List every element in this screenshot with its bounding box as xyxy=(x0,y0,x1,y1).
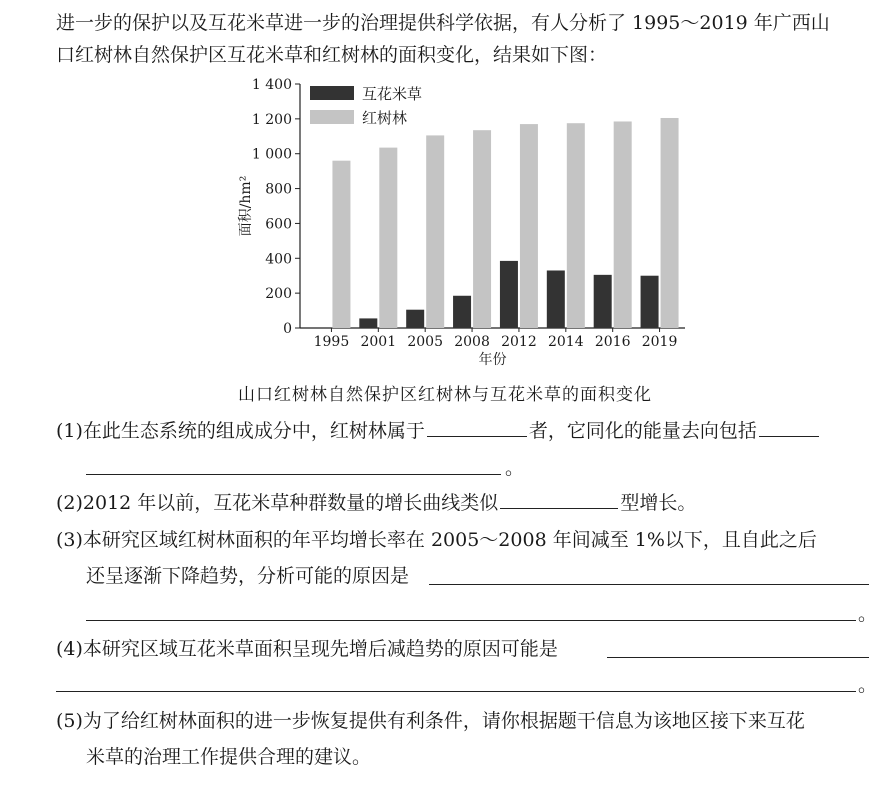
chart-caption: 山口红树林自然保护区红树林与互花米草的面积变化 xyxy=(238,385,652,405)
mangrove-bar-2008 xyxy=(473,130,491,328)
spartina-bar-2008 xyxy=(453,296,471,328)
question-3-line-2 xyxy=(86,563,409,589)
y-axis-label: 面积/hm² xyxy=(238,175,254,237)
x-tick-label: 2008 xyxy=(454,334,490,350)
question-4-line-1: (4)本研究区域互花米草面积呈现先增后减趋势的原因可能是 xyxy=(56,638,558,660)
x-tick-label: 2012 xyxy=(501,334,537,350)
mangrove-bar-2019 xyxy=(661,118,679,328)
question-5-line-2: 米草的治理工作提供合理的建议。 xyxy=(86,746,372,768)
y-tick-label: 1 400 xyxy=(251,77,292,93)
question-5-line-1: (5)为了给红树林面积的进一步恢复提供有利条件，请你根据题干信息为该地区接下来互花 xyxy=(56,710,805,732)
y-tick-label: 600 xyxy=(265,216,292,233)
y-tick-label: 800 xyxy=(265,181,292,198)
q2-answer-blank[interactable] xyxy=(500,490,618,509)
q1-text-b: 者，它同化的能量去向包括 xyxy=(528,420,757,442)
x-tick-label: 2019 xyxy=(641,334,678,350)
legend-label-0: 互花米草 xyxy=(362,85,423,103)
x-tick-label: 2001 xyxy=(360,334,397,350)
q1-answer-blank-3[interactable] xyxy=(86,474,501,475)
q1-text-a: (1)在此生态系统的组成成分中，红树林属于 xyxy=(56,420,425,442)
y-tick-label: 1 200 xyxy=(251,111,292,128)
q2-text-b: 型增长。 xyxy=(620,492,697,514)
x-axis-label: 年份 xyxy=(478,352,507,368)
y-tick-label: 400 xyxy=(265,251,292,268)
q2-text-a: (2)2012 年以前，互花米草种群数量的增长曲线类似 xyxy=(56,492,499,514)
intro-line-2: 口红树林自然保护区互花米草和红树林的面积变化，结果如下图： xyxy=(56,44,608,66)
mangrove-bar-2012 xyxy=(520,124,538,328)
q4-answer-blank-1[interactable] xyxy=(607,657,869,658)
mangrove-bar-2005 xyxy=(426,135,444,328)
x-tick-label: 1995 xyxy=(313,334,350,350)
mangrove-bar-2016 xyxy=(614,121,632,328)
mangrove-bar-2001 xyxy=(379,148,397,328)
q4-period: 。 xyxy=(858,674,878,696)
y-tick-label: 0 xyxy=(283,321,292,337)
q1-answer-blank-2[interactable] xyxy=(759,418,819,437)
legend-label-1: 红树林 xyxy=(362,109,408,127)
mangrove-bar-1995 xyxy=(332,161,350,328)
mangrove-bar-2014 xyxy=(567,123,585,328)
spartina-bar-2019 xyxy=(641,276,659,328)
spartina-bar-2014 xyxy=(547,270,565,328)
q3-text-b: 还呈逐渐下降趋势，分析可能的原因是 xyxy=(86,565,410,587)
spartina-bar-2012 xyxy=(500,261,518,328)
x-tick-label: 2005 xyxy=(407,334,444,350)
q3-period: 。 xyxy=(858,603,878,625)
spartina-bar-2016 xyxy=(594,275,612,328)
y-tick-label: 1 000 xyxy=(251,146,292,163)
question-1-line-1 xyxy=(56,418,821,444)
question-2-line xyxy=(56,490,696,516)
q3-answer-blank-2[interactable] xyxy=(86,620,856,621)
question-3-line-1: (3)本研究区域红树林面积的年平均增长率在 2005～2008 年间减至 1%以下，且自此之后 xyxy=(56,529,817,551)
q4-answer-blank-2[interactable] xyxy=(56,691,856,692)
bar-chart xyxy=(230,74,700,374)
q3-answer-blank-1[interactable] xyxy=(429,584,869,585)
q1-period: 。 xyxy=(505,457,525,479)
legend-swatch-0 xyxy=(310,86,354,100)
x-tick-label: 2014 xyxy=(547,334,584,350)
x-tick-label: 2016 xyxy=(594,334,631,350)
intro-line-1: 进一步的保护以及互花米草进一步的治理提供科学依据，有人分析了 1995～2019 年广西山 xyxy=(56,12,830,34)
spartina-bar-2005 xyxy=(406,310,424,328)
q1-answer-blank-1[interactable] xyxy=(427,418,527,437)
spartina-bar-2001 xyxy=(359,318,377,328)
legend-swatch-1 xyxy=(310,110,354,124)
y-tick-label: 200 xyxy=(265,286,292,303)
